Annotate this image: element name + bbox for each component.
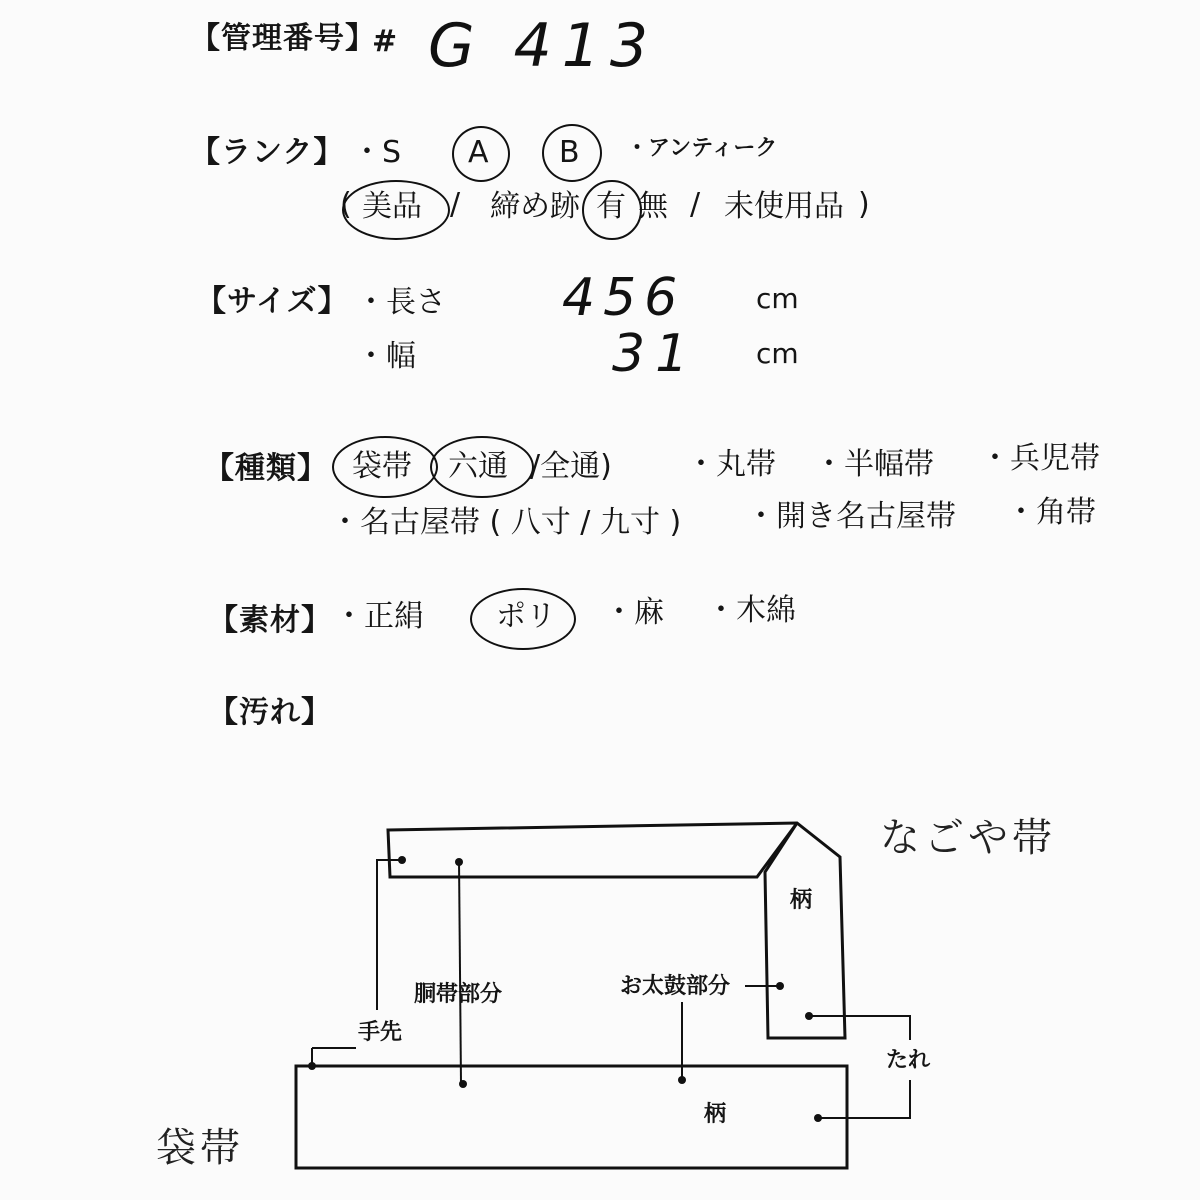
type-zentsu: /全通) <box>530 449 612 484</box>
dobu-dot-bottom <box>459 1080 467 1088</box>
diagram-dobu-label: 胴帯部分 <box>414 982 503 1007</box>
rank-option-antique: ・アンティーク <box>626 136 778 161</box>
type-maru: ・丸帯 <box>686 447 776 482</box>
diagram-tare-label: たれ <box>886 1048 931 1073</box>
type-kaku: ・角帯 <box>1006 495 1096 530</box>
size-label: 【サイズ】 <box>196 284 349 319</box>
condition-tied-marks: 締め跡 <box>490 189 580 224</box>
type-heko: ・兵児帯 <box>980 441 1100 476</box>
size-width-label: ・幅 <box>356 339 416 374</box>
dobu-connector <box>459 860 461 1084</box>
tesaki-dot-bottom <box>308 1062 316 1070</box>
rank-option-a: A <box>468 135 489 170</box>
condition-present: 有 <box>596 189 626 224</box>
diagram-pattern-bottom: 柄 <box>704 1102 727 1127</box>
size-length-value: 456 <box>562 268 686 328</box>
condition-unused: 未使用品 <box>724 189 844 224</box>
type-hiraki: ・開き名古屋帯 <box>746 499 956 534</box>
diagram-nagoya-title: なごや帯 <box>880 815 1056 861</box>
condition-beauty: 美品 <box>362 189 422 224</box>
material-asa: ・麻 <box>604 595 664 630</box>
size-length-label: ・長さ <box>356 285 446 320</box>
condition-absent: 無 <box>638 189 668 224</box>
management-hash: # <box>372 24 399 59</box>
material-label: 【素材】 <box>208 603 332 638</box>
otaiko-dot-bottom <box>678 1076 686 1084</box>
otaiko-dot-top <box>776 982 784 990</box>
type-hanhaba: ・半幅帯 <box>814 447 934 482</box>
diagram-pattern-top: 柄 <box>790 888 813 913</box>
tare-connector-2 <box>818 1080 910 1118</box>
size-width-unit: cm <box>756 337 799 370</box>
management-number: G 413 <box>428 11 659 81</box>
tesaki-connector <box>377 860 402 1010</box>
condition-close-paren: ) <box>858 187 870 222</box>
rank-label: 【ランク】 <box>190 135 345 170</box>
type-nagoya: ・名古屋帯 ( 八寸 / 九寸 ) <box>330 505 682 540</box>
diagram-otaiko-label: お太鼓部分 <box>620 974 731 999</box>
type-fukuro: 袋帯 <box>352 449 412 484</box>
tare-dot-top <box>805 1012 813 1020</box>
material-momen: ・木綿 <box>706 593 796 628</box>
size-width-value: 31 <box>612 324 699 384</box>
condition-slash-2: / <box>690 187 701 222</box>
material-shoken: ・正絹 <box>334 599 424 634</box>
size-length-unit: cm <box>756 282 799 315</box>
stain-label: 【汚れ】 <box>208 695 332 730</box>
diagram-fukuro-title: 袋帯 <box>156 1125 244 1171</box>
dobu-dot-top <box>455 858 463 866</box>
tare-dot-bottom <box>814 1114 822 1122</box>
condition-slash-1: / <box>450 187 461 222</box>
management-label: 【管理番号】 <box>190 21 376 56</box>
tare-connector <box>809 1016 910 1040</box>
material-poly: ポリ <box>496 599 556 634</box>
type-rokutsu: 六通 <box>448 449 508 484</box>
fukuro-obi-outline <box>296 1066 847 1168</box>
diagram-tesaki-label: 手先 <box>358 1020 403 1045</box>
condition-open-paren: ( <box>340 187 352 222</box>
rank-option-b: B <box>559 135 580 170</box>
type-label: 【種類】 <box>204 451 328 486</box>
tesaki-dot-top <box>398 856 406 864</box>
rank-option-s: ・S <box>352 135 402 170</box>
